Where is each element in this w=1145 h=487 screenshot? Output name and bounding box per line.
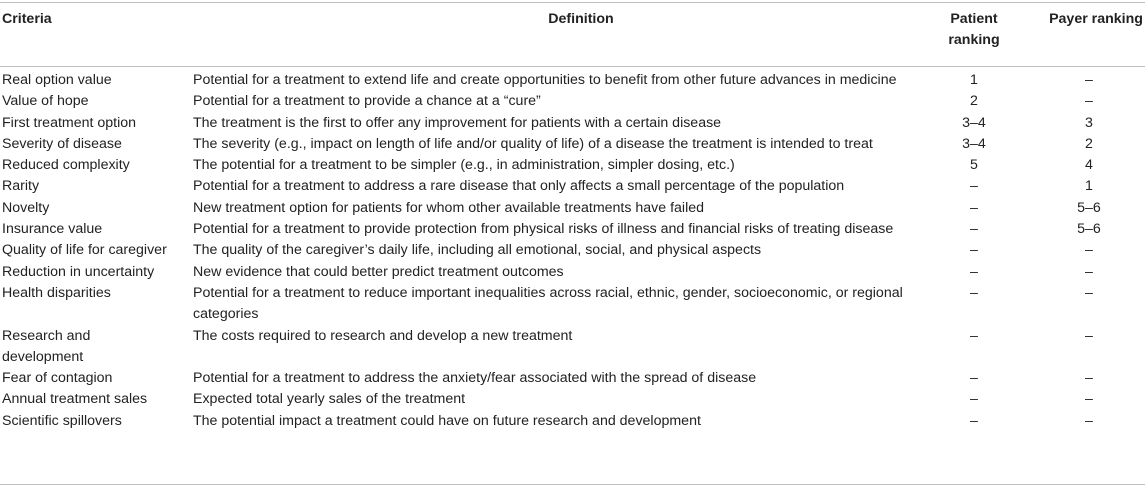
patient-ranking-cell: –: [970, 178, 978, 195]
patient-ranking-cell: –: [970, 242, 978, 259]
criteria-cell: Reduced complexity: [2, 157, 130, 174]
patient-ranking-cell: –: [970, 327, 978, 344]
patient-ranking-cell: –: [970, 199, 978, 216]
criteria-cell: Rarity: [2, 178, 40, 195]
payer-ranking-cell: –: [1085, 327, 1093, 344]
definition-cell: Potential for a treatment to provide protection from physical risks of illness and financial risks of treating disease: [193, 221, 894, 238]
criteria-cell: Research and development: [2, 327, 91, 365]
table-row: [0, 155, 1145, 176]
header-rule: [0, 66, 1145, 67]
table-row: [0, 283, 1145, 326]
table-row: [0, 411, 1145, 432]
criteria-cell: First treatment option: [2, 114, 137, 131]
definition-cell: Potential for a treatment to provide a chance at a “cure”: [193, 93, 541, 110]
definition-cell: The costs required to research and develop a new treatment: [193, 327, 573, 344]
payer-ranking-cell: 1: [1085, 178, 1093, 195]
patient-ranking-cell: 2: [970, 93, 978, 110]
payer-ranking-cell: –: [1085, 93, 1093, 110]
table-body: [0, 70, 1145, 432]
payer-ranking-cell: 5–6: [1077, 199, 1101, 216]
header-patient-ranking: Patient ranking: [948, 11, 1000, 48]
payer-ranking-cell: 3: [1085, 114, 1093, 131]
definition-cell: Potential for a treatment to address the anxiety/fear associated with the spread of disease: [193, 370, 757, 387]
criteria-cell: Fear of contagion: [2, 370, 113, 387]
criteria-cell: Real option value: [2, 72, 112, 88]
table-bottom-rule: [0, 484, 1145, 485]
patient-ranking-cell: –: [970, 370, 978, 387]
table-row: [0, 389, 1145, 410]
payer-ranking-cell: –: [1085, 72, 1093, 88]
definition-cell: Potential for a treatment to extend life and create opportunities to benefit from other future advances in medicine: [193, 72, 897, 88]
header-criteria: Criteria: [2, 11, 52, 27]
criteria-cell: Quality of life for caregiver: [2, 242, 167, 259]
table-row: [0, 198, 1145, 219]
criteria-cell: Severity of disease: [2, 135, 122, 152]
definition-cell: The potential impact a treatment could have on future research and development: [193, 412, 701, 429]
payer-ranking-cell: –: [1085, 284, 1093, 301]
payer-ranking-cell: –: [1085, 370, 1093, 387]
table-row: [0, 70, 1145, 91]
patient-ranking-cell: –: [970, 221, 978, 238]
payer-ranking-cell: 2: [1085, 135, 1093, 152]
definition-cell: Potential for a treatment to address a rare disease that only affects a small percentage of the population: [193, 178, 845, 195]
definition-cell: The potential for a treatment to be simpler (e.g., in administration, simpler dosing, etc.): [193, 157, 735, 174]
criteria-cell: Scientific spillovers: [2, 412, 122, 429]
patient-ranking-cell: –: [970, 391, 978, 408]
table-top-rule: [0, 2, 1145, 3]
definition-cell: New treatment option for patients for whom other available treatments have failed: [193, 199, 705, 216]
criteria-cell: Value of hope: [2, 93, 89, 110]
patient-ranking-cell: 3–4: [962, 114, 986, 131]
criteria-cell: Health disparities: [2, 284, 111, 301]
criteria-cell: Novelty: [2, 199, 50, 216]
table-row: [0, 113, 1145, 134]
criteria-cell: Annual treatment sales: [2, 391, 148, 408]
definition-cell: Potential for a treatment to reduce important inequalities across racial, ethnic, gender, socioeconomic, or regional categories: [193, 284, 903, 323]
table-row: [0, 91, 1145, 112]
definition-cell: The treatment is the first to offer any improvement for patients with a certain disease: [193, 114, 722, 131]
payer-ranking-cell: –: [1085, 391, 1093, 408]
payer-ranking-cell: 5–6: [1077, 221, 1101, 238]
table-row: [0, 240, 1145, 261]
patient-ranking-cell: –: [970, 263, 978, 280]
criteria-cell: Insurance value: [2, 221, 103, 238]
payer-ranking-cell: –: [1085, 263, 1093, 280]
table-row: [0, 262, 1145, 283]
header-definition: Definition: [548, 11, 614, 27]
table-row: [0, 326, 1145, 369]
definition-cell: The quality of the caregiver’s daily life, including all emotional, social, and physical aspects: [193, 242, 762, 259]
payer-ranking-cell: –: [1085, 412, 1093, 429]
payer-ranking-cell: 4: [1085, 157, 1093, 174]
header-payer-ranking: Payer ranking: [1049, 11, 1143, 27]
patient-ranking-cell: 3–4: [962, 135, 986, 152]
definition-cell: Expected total yearly sales of the treatment: [193, 391, 466, 408]
patient-ranking-cell: –: [970, 412, 978, 429]
definition-cell: The severity (e.g., impact on length of life and/or quality of life) of a disease the treatment is intended to treat: [193, 135, 873, 152]
table-row: [0, 176, 1145, 197]
payer-ranking-cell: –: [1085, 242, 1093, 259]
table-row: [0, 219, 1145, 240]
patient-ranking-cell: –: [970, 284, 978, 301]
table-row: [0, 368, 1145, 389]
patient-ranking-cell: 1: [970, 72, 978, 88]
definition-cell: New evidence that could better predict treatment outcomes: [193, 263, 564, 280]
table-row: [0, 134, 1145, 155]
patient-ranking-cell: 5: [970, 157, 978, 174]
table-header: [0, 9, 1145, 63]
criteria-cell: Reduction in uncertainty: [2, 263, 155, 280]
